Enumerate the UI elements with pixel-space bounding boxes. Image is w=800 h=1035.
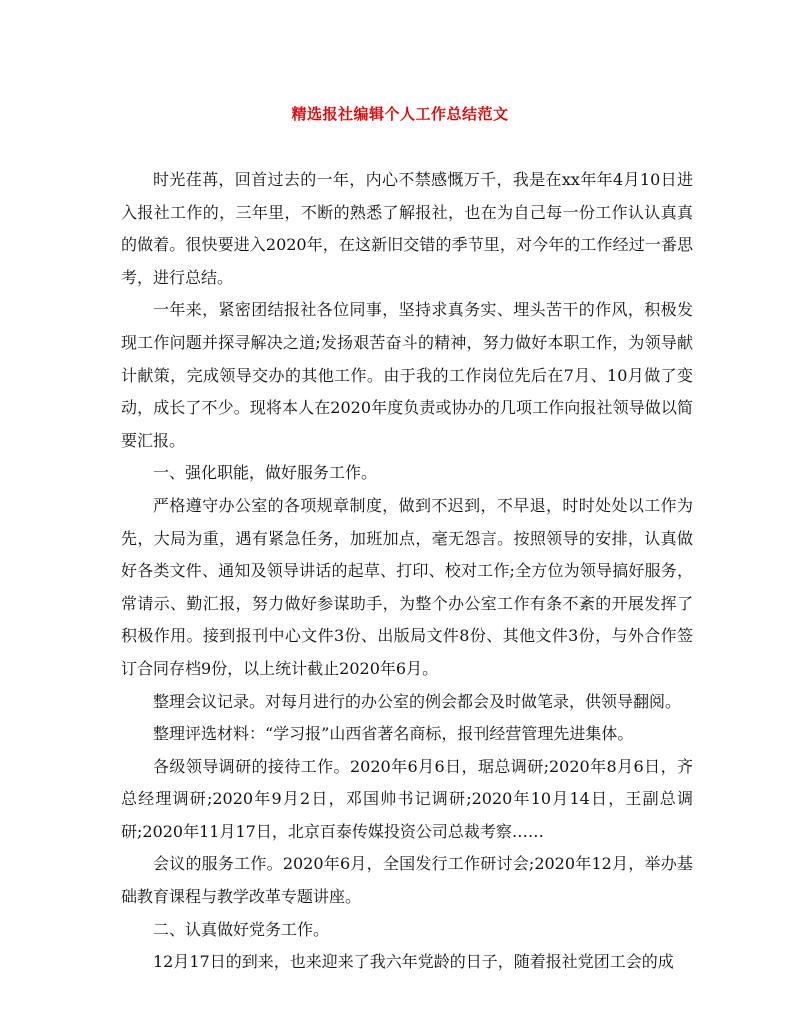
section-heading-1: 一、强化职能，做好服务工作。 bbox=[153, 463, 378, 483]
paragraph-office-rules: 严格遵守办公室的各项规章制度，做到不迟到，不早退，时时处处以工作为先，大局为重，遇有紧急任务，加班加点，毫无怨言。按照领导的安排，认真做好各类文件、通知及领导讲话的起草、打印、校对工作;全方位为领导搞好服务，常请示、勤汇报，努力做好参谋助手，为整个办公室工作有条不紊的开展发挥了积极作用。接到报刊中心文件3份、出版局文件8份、其他文件3份，与外合作签订合同存档9份，以上统计截止2020年6月。 bbox=[121, 495, 693, 678]
paragraph-summary: 一年来，紧密团结报社各位同事，坚持求真务实、埋头苦干的作风，积极发现工作问题并探寻解决之道;发扬艰苦奋斗的精神，努力做好本职工作，为领导献计献策，完成领导交办的其他工作。由于我的工作岗位先后在7月、10月做了变动，成长了不少。现将本人在2020年度负责或协办的几项工作向报社领导做以简要汇报。 bbox=[121, 300, 693, 450]
paragraph-evaluation-materials: 整理评选材料：“学习报”山西省著名商标，报刊经营管理先进集体。 bbox=[153, 724, 634, 744]
paragraph-reception-work: 各级领导调研的接待工作。2020年6月6日，琚总调研;2020年8月6日，齐总经理调研;2020年9月2日，邓国帅书记调研;2020年10月14日，王副总调研;2020年11月17日，北京百泰传媒投资公司总裁考察…… bbox=[121, 756, 693, 841]
paragraph-party-work: 12月17日的到来，也来迎来了我六年党龄的日子，随着报社党团工会的成 bbox=[153, 952, 674, 972]
paragraph-meeting-records: 整理会议记录。对每月进行的办公室的例会都会及时做笔录，供领导翻阅。 bbox=[153, 691, 682, 711]
document-body bbox=[121, 164, 693, 979]
paragraph-meeting-service: 会议的服务工作。2020年6月，全国发行工作研讨会;2020年12月，举办基础教育课程与教学改革专题讲座。 bbox=[121, 854, 693, 907]
document-title: 精选报社编辑个人工作总结范文 bbox=[291, 105, 509, 123]
paragraph-intro: 时光荏苒，回首过去的一年，内心不禁感慨万千，我是在xx年年4月10日进入报社工作的，三年里，不断的熟悉了解报社，也在为自己每一份工作认认真真的做着。很快要进入2020年，在这新旧交错的季节里，对今年的工作经过一番思考，进行总结。 bbox=[121, 170, 693, 287]
section-heading-2: 二、认真做好党务工作。 bbox=[153, 919, 330, 939]
